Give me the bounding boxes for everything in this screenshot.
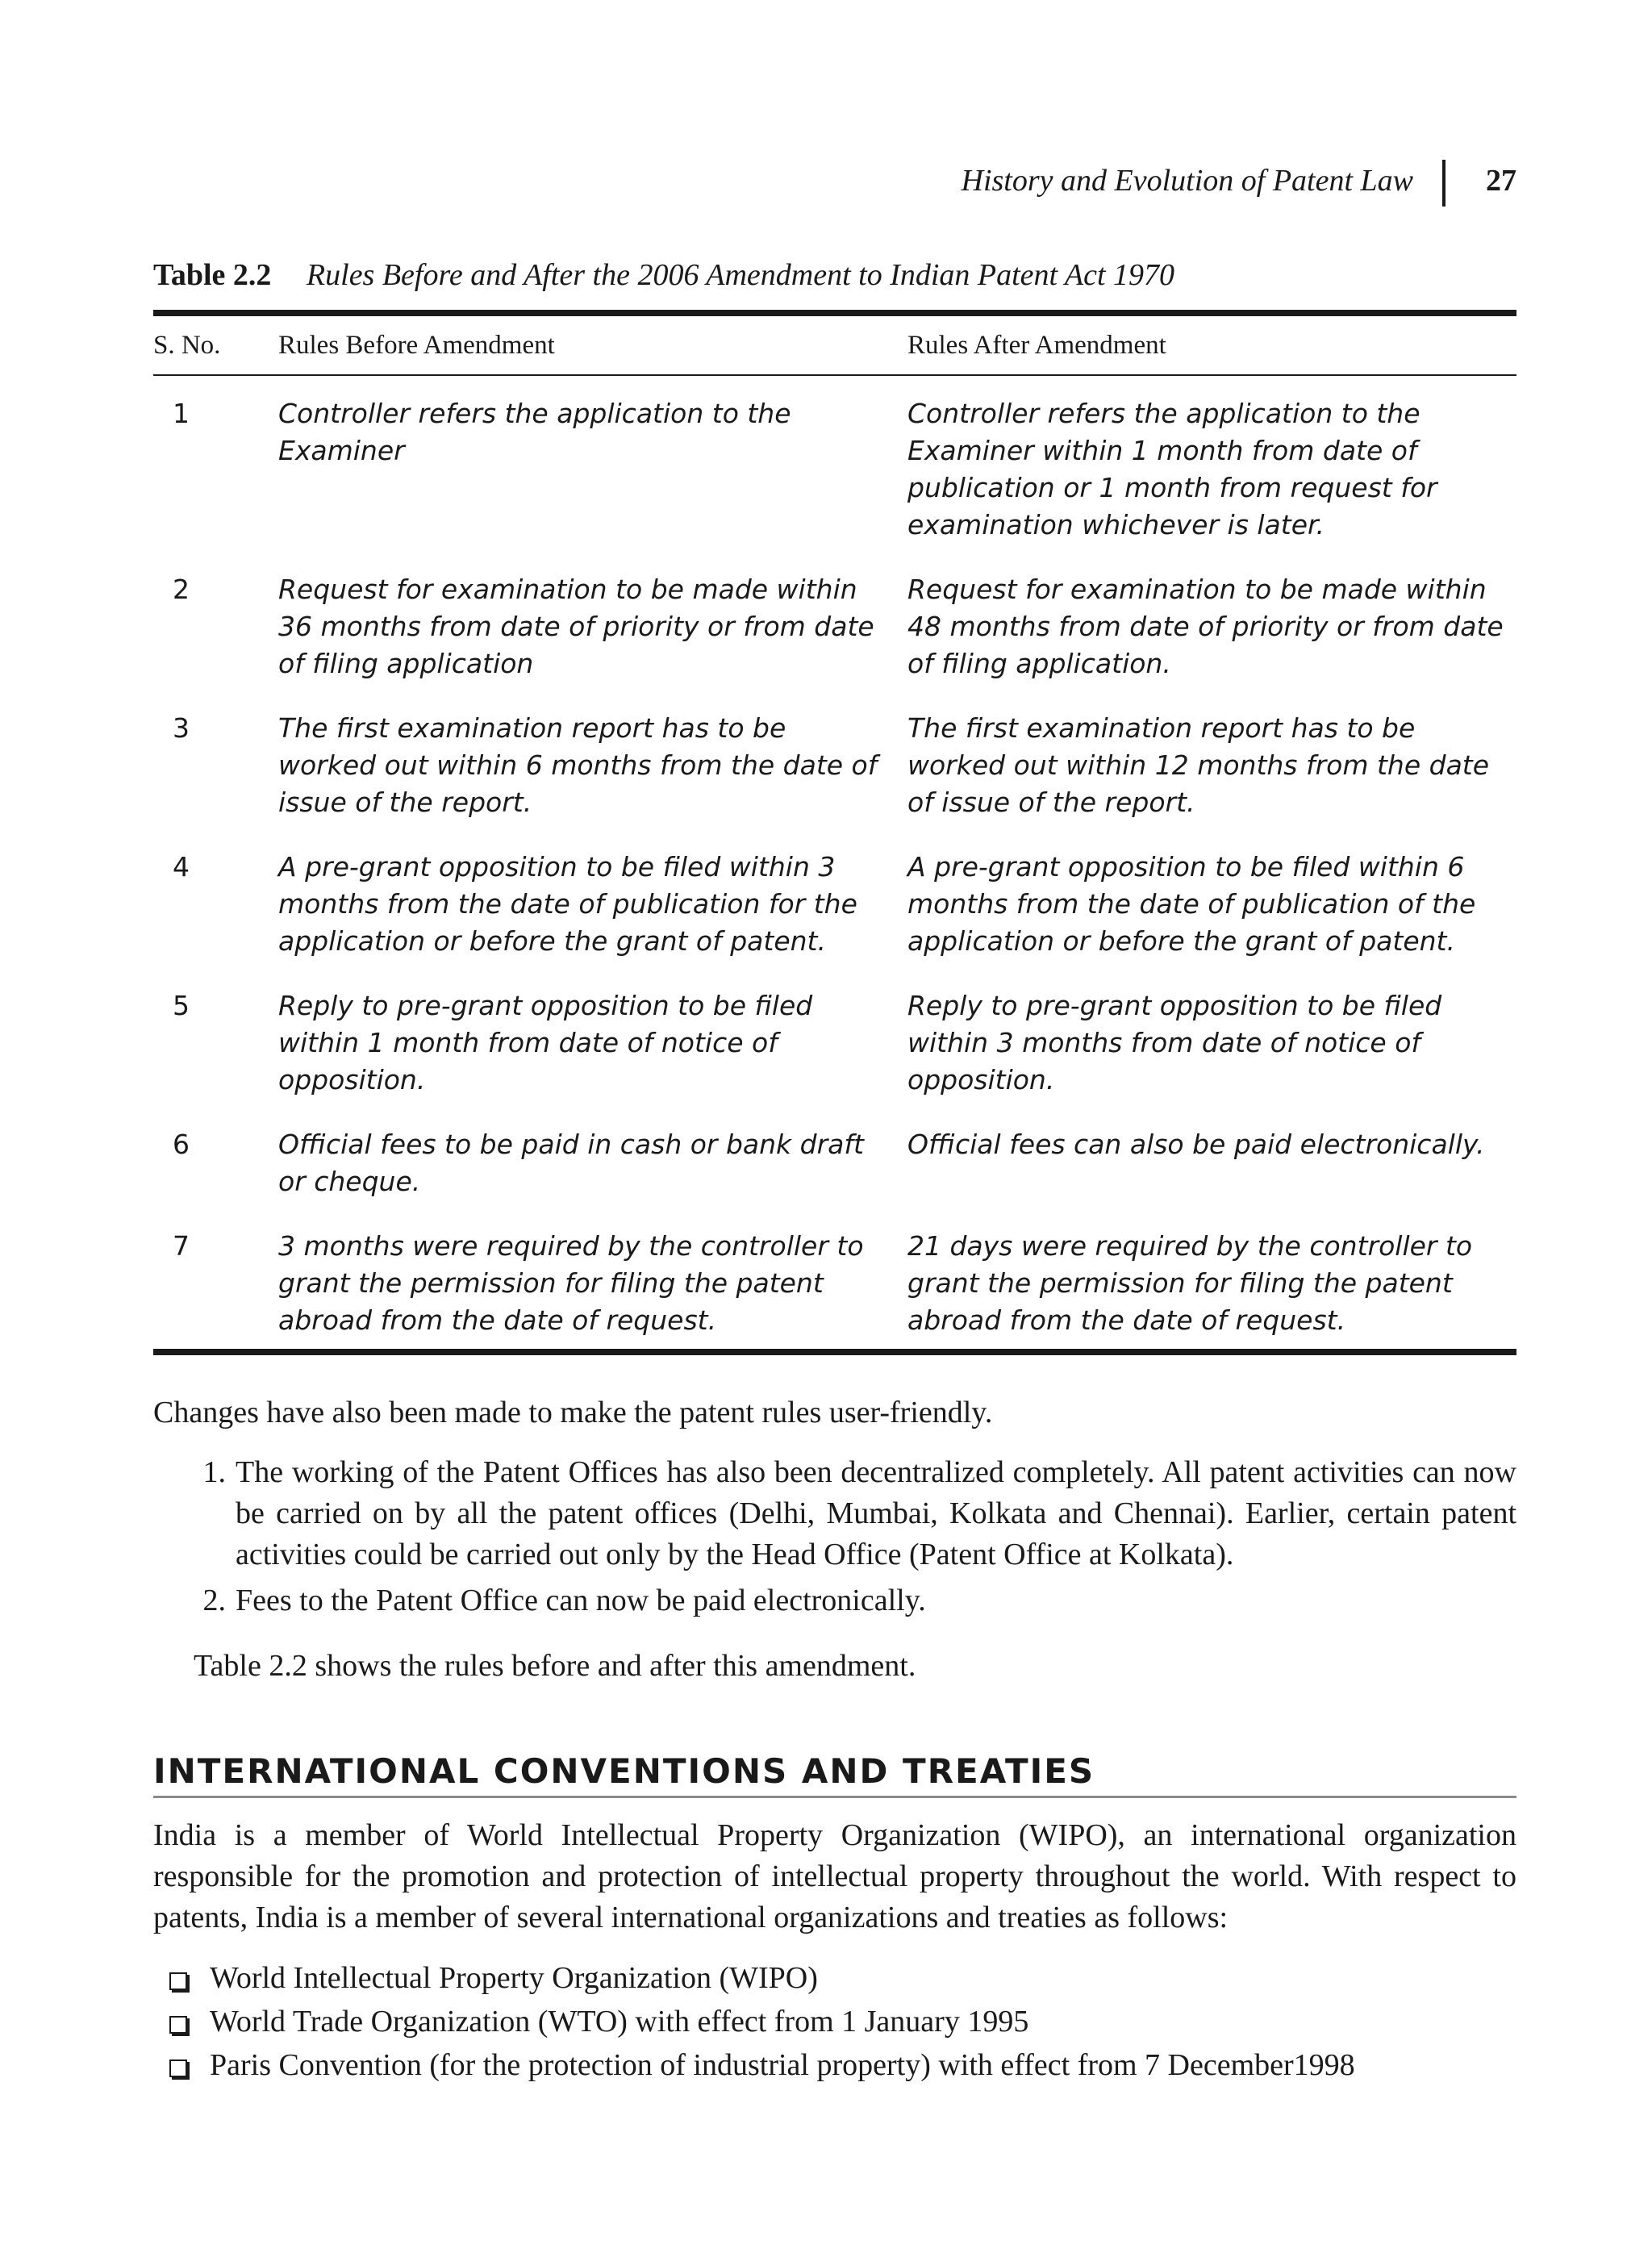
page-number: 27: [1486, 164, 1516, 198]
cell-after: Reply to pre-grant opposition to be filed within 3 months from date of notice of opposition.: [907, 990, 1442, 1095]
cell-after: A pre-grant opposition to be filed within 6 months from the date of publication of the application or before the grant of patent.: [907, 851, 1476, 957]
cell-before: A pre-grant opposition to be filed within 3 months from the date of publication for the application or before the grant of patent.: [278, 851, 857, 957]
bullet-text: Paris Convention (for the protection of industrial property) with effect from 7 December1998: [210, 2048, 1355, 2082]
intro-paragraph: Changes have also been made to make the patent rules user-friendly.: [153, 1396, 993, 1429]
cell-sno: 2: [173, 574, 190, 605]
cell-sno: 5: [173, 990, 190, 1021]
cell-sno: 3: [173, 712, 190, 744]
list-item: [153, 1580, 1516, 1621]
table-caption-text: Rules Before and After the 2006 Amendment to Indian Patent Act 1970: [306, 258, 1175, 292]
table-row: [153, 1126, 1516, 1200]
table-reference-paragraph: Table 2.2 shows the rules before and after this amendment.: [194, 1649, 916, 1683]
checkbox-bullet-icon: [169, 2016, 187, 2034]
table-row: [153, 571, 1516, 682]
cell-before: Request for examination to be made within 36 months from date of priority or from date of filing application: [278, 574, 874, 679]
table-bottom-rule: [153, 1349, 1516, 1355]
cell-before: The first examination report has to be worked out within 6 months from the date of issue of the report.: [278, 712, 878, 818]
list-item: [153, 1452, 1516, 1575]
cell-sno: 4: [173, 851, 190, 883]
table-row: [153, 395, 1516, 544]
header-sno: S. No.: [153, 330, 221, 360]
table-row: [153, 849, 1516, 960]
cell-sno: 1: [173, 398, 190, 429]
bullet-list: [169, 1956, 1508, 2087]
cell-after: The first examination report has to be worked out within 12 months from the date of issue of the report.: [907, 712, 1490, 818]
running-title: History and Evolution of Patent Law: [961, 164, 1413, 198]
list-item: [169, 2043, 1508, 2087]
table-row: [153, 1228, 1516, 1339]
section-paragraph: India is a member of World Intellectual Property Organization (WIPO), an international organization responsible for the promotion and protection of intellectual property throughout the world. With respect to patents, India is a member of several international organizations and treaties as follows:: [153, 1818, 1516, 1934]
bullet-text: World Intellectual Property Organization (WIPO): [210, 1961, 818, 1995]
table-top-rule: [153, 310, 1516, 316]
cell-after: Official fees can also be paid electronically.: [907, 1129, 1485, 1160]
cell-before: Controller refers the application to the Examiner: [278, 398, 791, 466]
list-item-number: 1.: [202, 1455, 226, 1489]
list-item: [169, 2000, 1508, 2043]
running-header: [153, 160, 1516, 208]
checkbox-bullet-icon: [169, 1972, 187, 1990]
header-before: Rules Before Amendment: [278, 330, 555, 360]
rules-table: [153, 310, 1516, 1355]
table-header-row: [153, 316, 1516, 374]
list-item-text: Fees to the Patent Office can now be paid electronically.: [236, 1584, 926, 1617]
numbered-list: [153, 1452, 1516, 1626]
cell-after: Request for examination to be made within 48 months from date of priority or from date of filing application.: [907, 574, 1504, 679]
cell-before: Reply to pre-grant opposition to be filed within 1 month from date of notice of opposition.: [278, 990, 813, 1095]
cell-before: 3 months were required by the controller to grant the permission for filing the patent abroad from the date of request.: [278, 1230, 864, 1336]
table-body: [153, 376, 1516, 1349]
section-heading: INTERNATIONAL CONVENTIONS AND TREATIES: [153, 1751, 1516, 1798]
header-after: Rules After Amendment: [907, 330, 1166, 360]
bullet-text: World Trade Organization (WTO) with effect from 1 January 1995: [210, 2005, 1029, 2039]
table-row: [153, 710, 1516, 821]
list-item: [169, 1956, 1508, 2000]
cell-after: Controller refers the application to the Examiner within 1 month from date of publication or 1 month from request for examination whichever is later.: [907, 398, 1437, 540]
cell-sno: 7: [173, 1230, 190, 1262]
table-row: [153, 987, 1516, 1099]
header-divider: [1442, 160, 1446, 207]
table-caption: [153, 257, 1174, 294]
list-item-text: The working of the Patent Offices has also been decentralized completely. All patent activities can now be carried on by all the patent offices (Delhi, Mumbai, Kolkata and Chennai). Earlier, certain patent activities could be carried out only by the Head Office (Patent Office at Kolkata).: [236, 1455, 1516, 1571]
table-caption-label: Table 2.2: [153, 258, 272, 292]
cell-sno: 6: [173, 1129, 190, 1160]
checkbox-bullet-icon: [169, 2059, 187, 2077]
cell-before: Official fees to be paid in cash or bank draft or cheque.: [278, 1129, 864, 1197]
list-item-number: 2.: [202, 1584, 226, 1617]
cell-after: 21 days were required by the controller to grant the permission for filing the patent abroad from the date of request.: [907, 1230, 1473, 1336]
